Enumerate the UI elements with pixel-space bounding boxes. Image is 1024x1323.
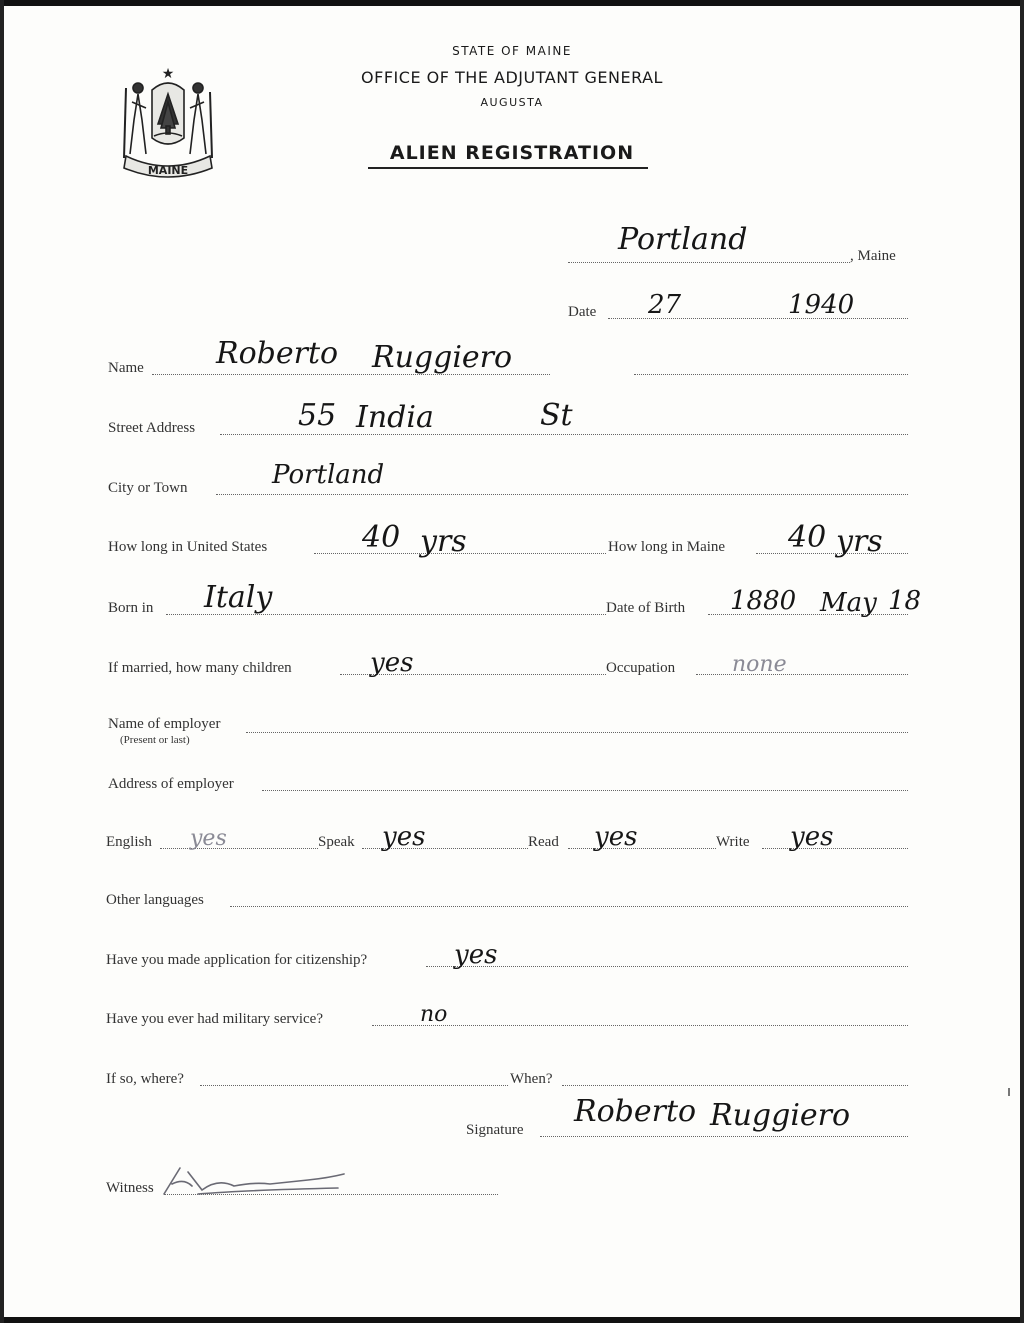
name-dots-2 — [634, 374, 908, 375]
street-suffix: St — [540, 398, 573, 433]
children-value: yes — [370, 648, 414, 678]
name-label: Name — [108, 360, 144, 376]
write-label: Write — [716, 834, 750, 850]
when-label: When? — [510, 1071, 553, 1087]
street-label: Street Address — [108, 420, 196, 436]
other-languages-dots — [230, 906, 908, 907]
citizenship-label: Have you made application for citizenship? — [106, 952, 368, 968]
read-dots — [568, 848, 716, 849]
scan-border-left — [0, 0, 4, 1323]
where-dots — [200, 1085, 508, 1086]
scan-border-top — [0, 0, 1024, 6]
name-last: Ruggiero — [372, 340, 513, 375]
maine-duration-label: How long in Maine — [608, 539, 726, 555]
maine-duration-dots — [756, 553, 908, 554]
speak-value: yes — [382, 822, 426, 852]
employer-address-label: Address of employer — [108, 776, 234, 792]
date-label: Date — [568, 304, 597, 320]
street-name: India — [356, 400, 434, 435]
dob-day: 18 — [888, 586, 922, 616]
citizenship-dots — [426, 966, 908, 967]
citizenship-value: yes — [454, 940, 498, 970]
occupation-label: Occupation — [606, 660, 676, 676]
occupation-value: none — [732, 652, 787, 677]
seal-star: ★ — [161, 67, 175, 82]
signature-dots — [540, 1136, 908, 1137]
employer-label: Name of employer — [108, 716, 221, 732]
when-dots — [562, 1085, 908, 1086]
seal-motto: MAINE — [147, 164, 189, 177]
scan-border-right — [1020, 0, 1024, 1323]
write-value: yes — [790, 822, 834, 852]
signature-first: Roberto — [574, 1094, 697, 1129]
english-label: English — [106, 834, 152, 850]
page-title: ALIEN REGISTRATION — [389, 142, 635, 164]
us-duration-unit: yrs — [420, 524, 467, 559]
occupation-dots — [696, 674, 908, 675]
where-label: If so, where? — [106, 1071, 184, 1087]
location-dots — [568, 262, 850, 263]
english-value: yes — [190, 826, 227, 851]
date-day: 27 — [648, 290, 682, 320]
scan-artifact — [1008, 1088, 1010, 1096]
witness-label: Witness — [106, 1180, 154, 1196]
date-year: 1940 — [788, 290, 855, 320]
read-label: Read — [528, 834, 559, 850]
read-value: yes — [594, 822, 638, 852]
city-label: City or Town — [108, 480, 188, 496]
city-value: Portland — [272, 460, 385, 490]
other-languages-label: Other languages — [106, 892, 204, 908]
military-label: Have you ever had military service? — [106, 1011, 323, 1027]
dob-label: Date of Birth — [606, 600, 686, 616]
write-dots — [762, 848, 908, 849]
street-dots — [220, 434, 908, 435]
signature-label: Signature — [466, 1122, 524, 1138]
maine-duration-unit: yrs — [836, 524, 883, 559]
military-value: no — [420, 1002, 448, 1027]
english-dots — [160, 848, 318, 849]
employer-address-dots — [262, 790, 908, 791]
speak-label: Speak — [318, 834, 355, 850]
military-dots — [372, 1025, 908, 1026]
dob-month: May — [820, 588, 877, 618]
signature-last: Ruggiero — [710, 1098, 851, 1133]
employer-sublabel: (Present or last) — [120, 734, 190, 746]
city-dots — [216, 494, 908, 495]
title-underline — [368, 167, 648, 169]
dob-year: 1880 — [730, 586, 797, 616]
location-label: , Maine — [850, 248, 896, 264]
header-state: STATE OF MAINE — [452, 44, 572, 58]
witness-signature-scribble — [158, 1160, 348, 1200]
header-office: OFFICE OF THE ADJUTANT GENERAL — [361, 68, 663, 87]
employer-dots — [246, 732, 908, 733]
maine-duration-value: 40 — [788, 520, 827, 555]
born-in-value: Italy — [204, 580, 273, 615]
us-duration-label: How long in United States — [108, 539, 268, 555]
location-value: Portland — [618, 222, 748, 257]
born-in-label: Born in — [108, 600, 154, 616]
name-first: Roberto — [216, 336, 339, 371]
children-label: If married, how many children — [108, 660, 292, 676]
street-number: 55 — [298, 398, 337, 433]
us-duration-value: 40 — [362, 520, 401, 555]
scan-border-bottom — [0, 1317, 1024, 1323]
header-city: AUGUSTA — [480, 96, 544, 109]
